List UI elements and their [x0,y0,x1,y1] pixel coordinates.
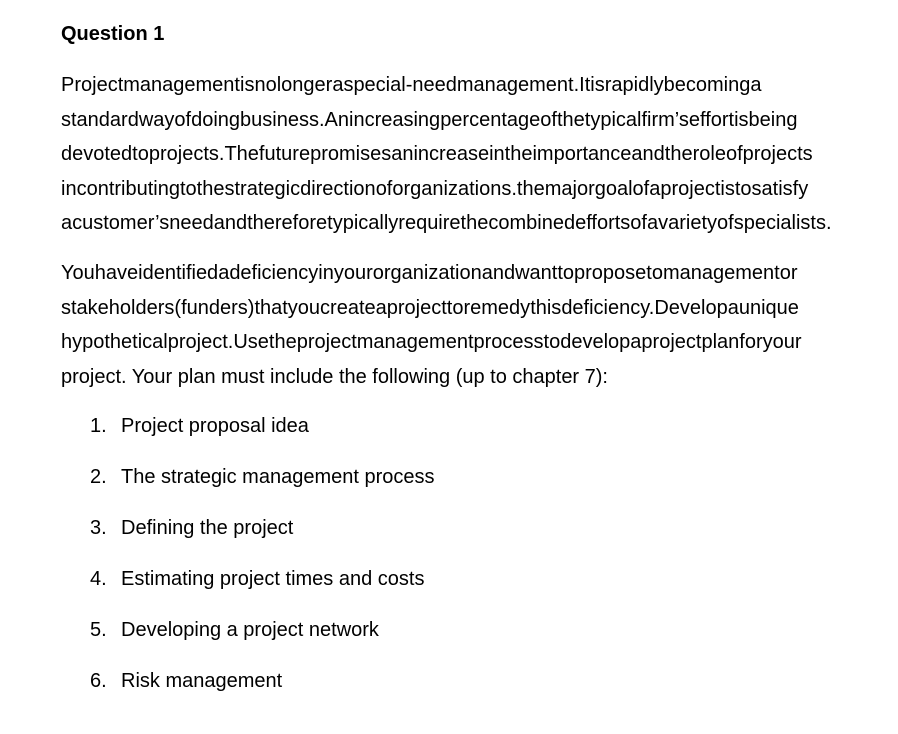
word: of [630,212,647,234]
list-number: 1. [90,415,107,437]
word: Develop [654,296,728,319]
list-item-text: Defining the project [121,517,294,539]
word: It [579,74,591,96]
word: projects. [148,143,225,165]
word: project [386,296,447,319]
word: special-need [343,74,457,96]
word: promises [310,143,392,165]
word: devoted [61,143,133,165]
word: the [664,143,693,165]
word: rapidly [604,74,664,96]
word: becoming [663,74,751,96]
word: customer’s [72,212,170,234]
list-item [90,562,435,613]
word: to [734,177,752,200]
word: is [590,74,605,96]
word: is [240,74,255,96]
word: plan [701,331,740,353]
paragraph-line [61,103,898,138]
list-item-text: Estimating project times and costs [121,568,425,590]
word: You [61,262,95,284]
word: projects [742,143,813,165]
word: process [473,331,544,353]
word: the [516,177,545,200]
word: way [138,108,175,131]
word: for [739,331,763,353]
word: An [324,108,350,131]
intro-paragraph [61,68,898,241]
word: of [375,177,393,200]
paragraph-line [61,325,898,360]
list-item [90,460,435,511]
word: a [375,296,387,319]
word: you [287,296,321,319]
word: stakeholders [61,296,175,319]
word: increasing [349,108,441,131]
word: and [481,262,516,284]
list-item [90,409,435,460]
word: and [631,143,665,165]
word: deficiency [229,262,319,284]
requirements-list [90,409,435,715]
word: a [218,262,230,284]
word: project [660,177,721,200]
word: project. [167,331,234,353]
word: management. [456,74,580,96]
word: organizations. [392,177,517,200]
word: hypothetical [61,331,168,353]
word: therefore [247,212,328,234]
word: that [254,296,288,319]
word: have [94,262,139,284]
word: Use [233,331,269,353]
word: firm’s [641,108,689,131]
word: your [762,331,802,353]
word: want [515,262,558,284]
word: increase [413,143,490,165]
word: an [391,143,414,165]
paragraph-line [61,291,898,326]
word: variety [658,212,718,234]
word: in [489,143,505,165]
list-number: 4. [90,568,107,590]
word: typical [584,108,642,131]
word: your [333,262,373,284]
word: to [646,262,663,284]
word: no [254,74,277,96]
word: doing [191,108,241,131]
word: major [544,177,595,200]
list-number: 3. [90,517,107,539]
list-item [90,664,435,715]
word: to [179,177,197,200]
word: of [174,108,192,131]
word: organization [372,262,482,284]
list-item-text: Project proposal idea [121,415,309,437]
word: create [320,296,376,319]
word: unique [738,296,799,319]
word: the [268,331,297,353]
word: being [748,108,798,131]
word: the [504,143,533,165]
word: develop [560,331,631,353]
word: in [61,177,77,200]
word: the [556,108,585,131]
list-item [90,511,435,562]
list-item-text: The strategic management process [121,466,435,488]
word: management [662,262,780,284]
paragraph-line: project. Your plan must include the following (up to chapter 7): [61,365,608,388]
paragraph-line [61,172,898,207]
word: the [460,212,489,234]
word: percentage [440,108,541,131]
paragraph-line [61,68,898,103]
word: satisfy [751,177,809,200]
word: project [296,331,357,353]
paragraph-line [61,137,898,172]
word: Project [61,74,124,96]
word: or [779,262,798,284]
list-item [90,613,435,664]
word: a [727,296,739,319]
word: deficiency. [561,296,655,319]
word: importance [532,143,632,165]
word: efforts [575,212,631,234]
word: the [196,177,225,200]
word: role [692,143,726,165]
word: goal [594,177,633,200]
task-paragraph [61,256,898,394]
list-number: 6. [90,670,107,692]
word: and [213,212,248,234]
word: management [123,74,240,96]
word: future [258,143,311,165]
word: to [557,262,575,284]
word: of [725,143,743,165]
word: to [132,143,149,165]
word: require [398,212,461,234]
word: project [641,331,702,353]
word: direction [300,177,376,200]
word: (funders) [174,296,255,319]
word: to [446,296,464,319]
word: propose [574,262,647,284]
word: standard [61,108,139,131]
word: longer [276,74,333,96]
word: a [332,74,344,96]
word: of [540,108,557,131]
word: The [224,143,259,165]
word: strategic [224,177,301,200]
word: business. [240,108,325,131]
word: a [61,212,73,234]
paragraph-line [61,206,898,241]
word: specialists. [733,212,832,234]
word: typically [327,212,399,234]
word: contributing [76,177,180,200]
word: in [318,262,334,284]
list-number: 2. [90,466,107,488]
word: a [649,177,661,200]
word: is [720,177,735,200]
word: of [717,212,734,234]
word: combined [488,212,576,234]
paragraph-line [61,256,898,291]
word: this [530,296,562,319]
list-number: 5. [90,619,107,641]
word: a [646,212,659,234]
list-item-text: Developing a project network [121,619,379,641]
word: to [543,331,561,353]
word: is [734,108,749,131]
word: a [750,74,762,96]
list-item-text: Risk management [121,670,283,692]
word: identified [138,262,219,284]
question-title: Question 1 [61,23,165,45]
word: of [632,177,650,200]
word: need [169,212,214,234]
word: a [630,331,642,353]
word: effort [688,108,735,131]
word: remedy [463,296,531,319]
word: management [356,331,474,353]
